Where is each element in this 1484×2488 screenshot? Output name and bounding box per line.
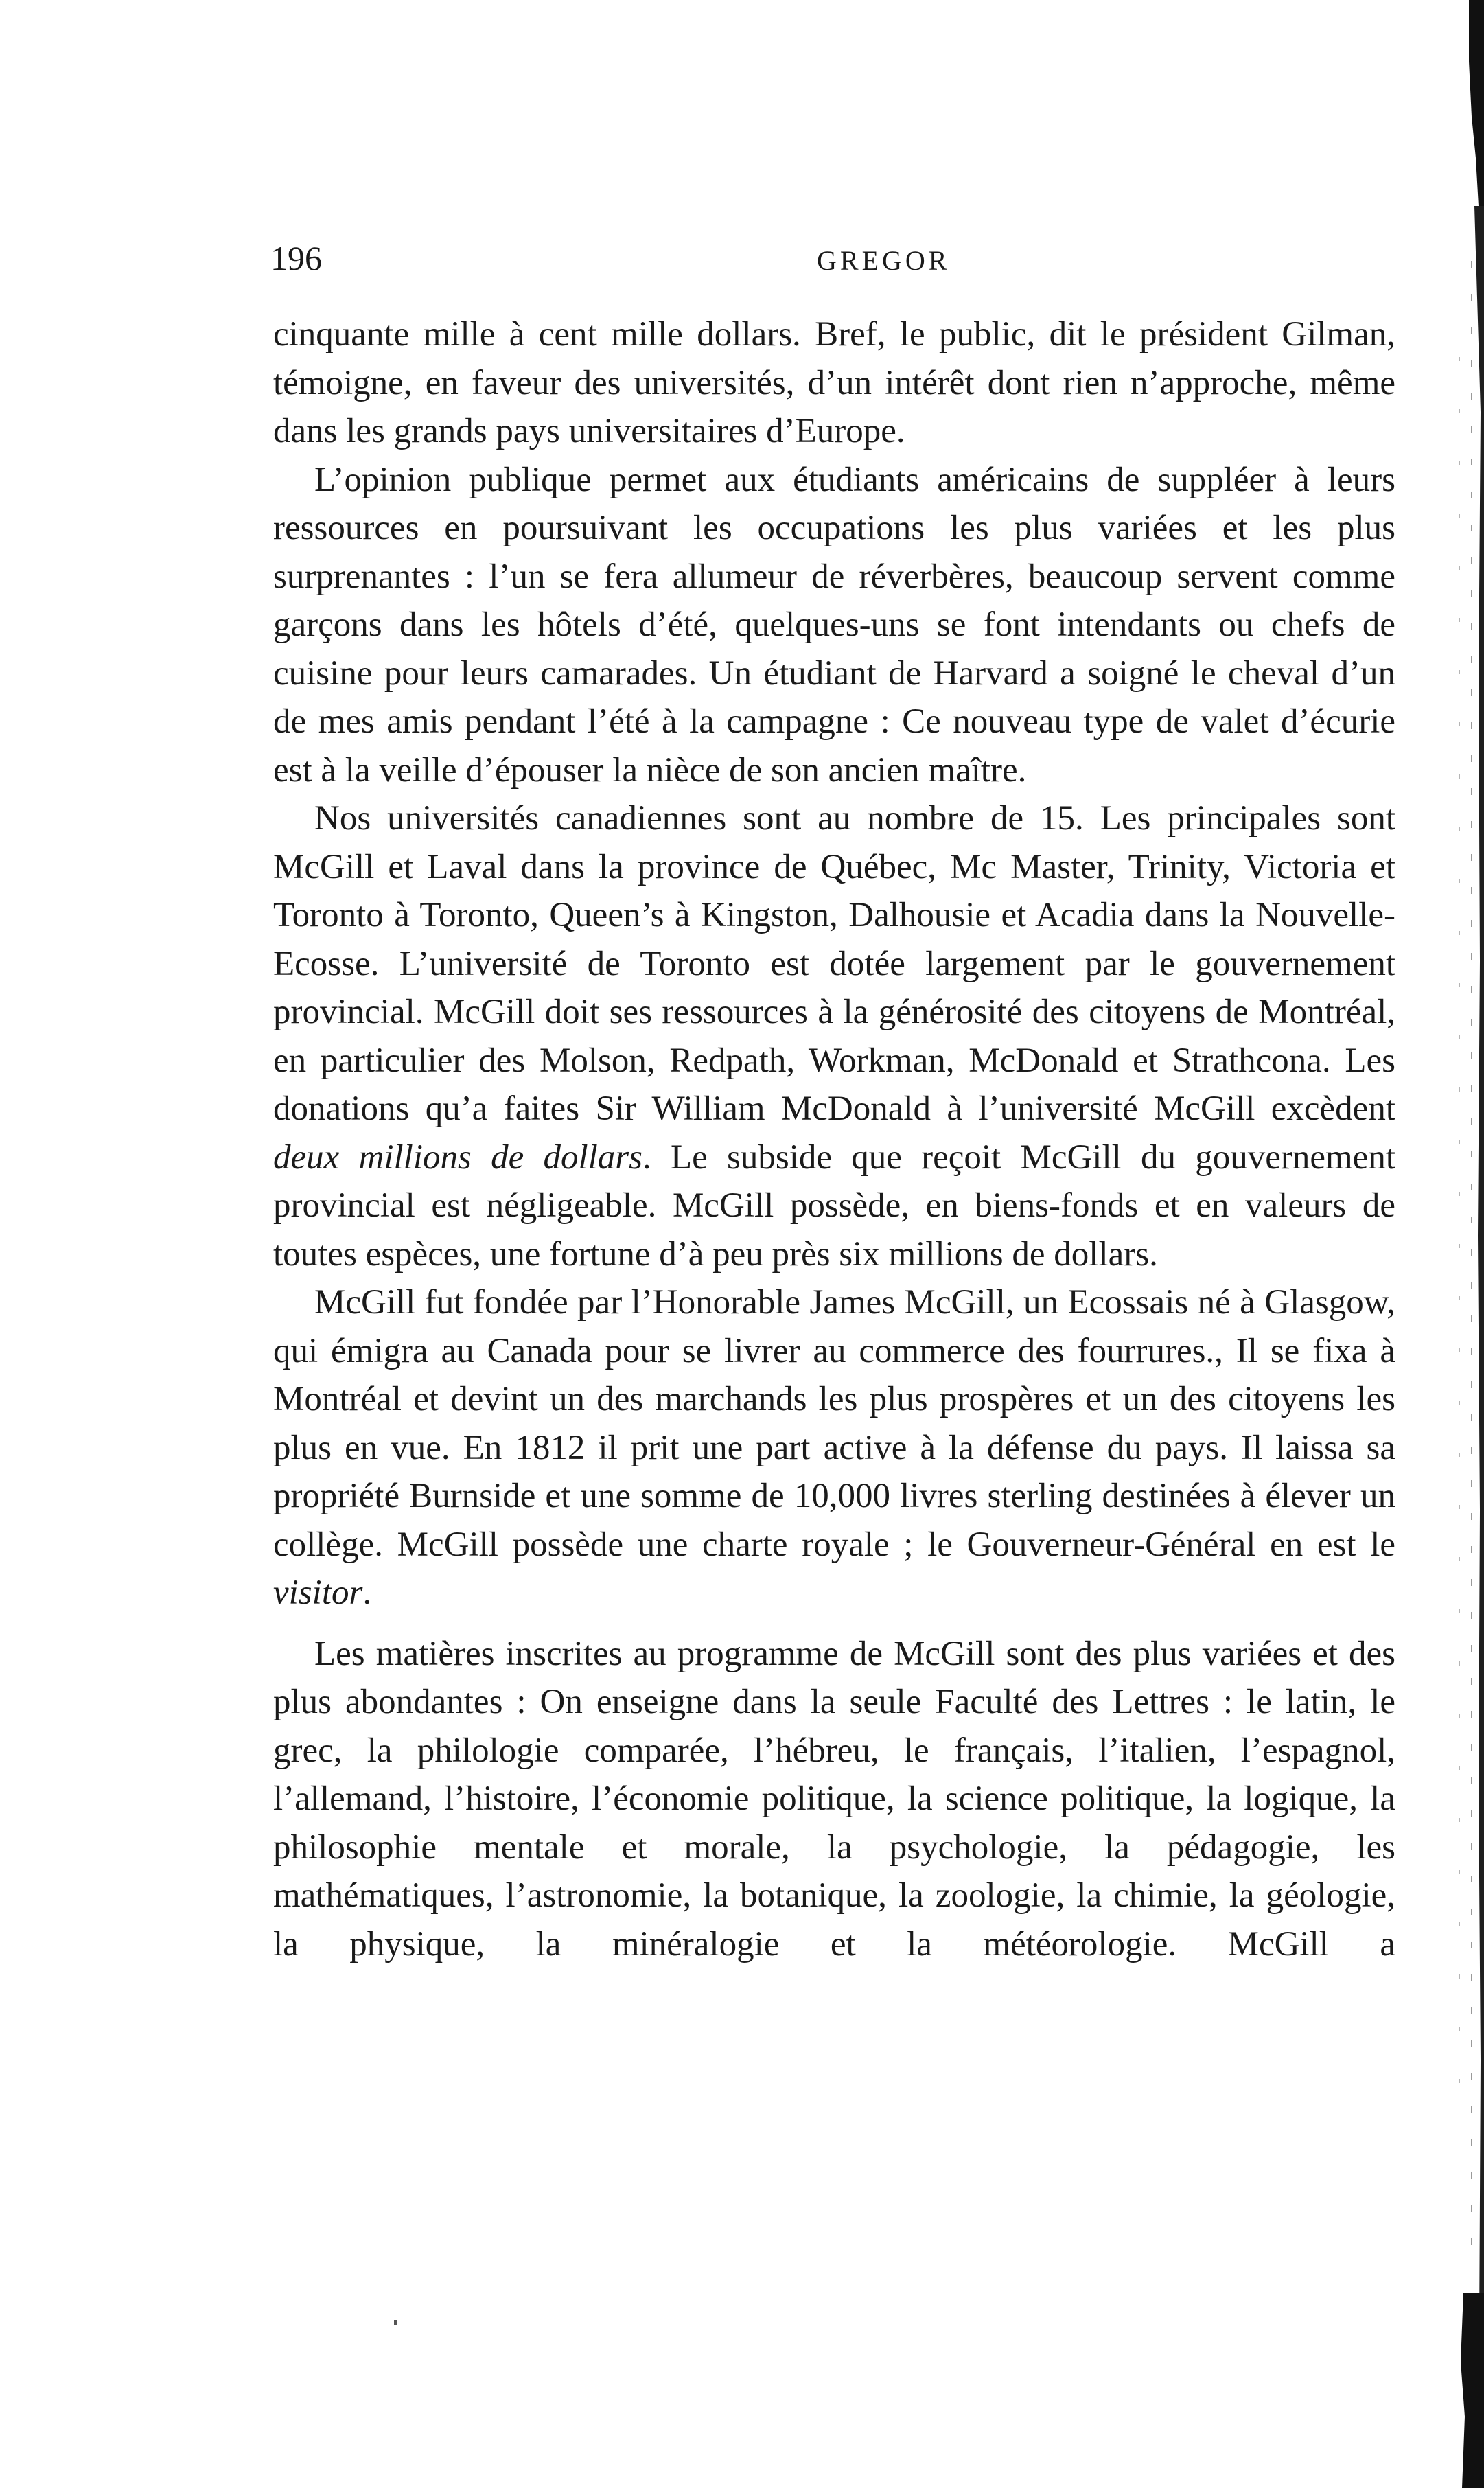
paragraph-4-rest: .	[362, 1574, 372, 1612]
paragraph-1: cinquante mille à cent mille dollars. Bref, le public, dit le président Gilman, témoigne, en faveur des universités, d’un intérêt dont rien n’approche, même dans les grands pays universitaires d’Europe.	[273, 315, 1395, 450]
paragraph-5: Les matières inscrites au programme de McGill sont des plus variées et des plus abondantes : On enseigne dans la seule Faculté des Lettres : le latin, le grec, la philologie comparée, l’hébreu, le français, l’italien, l’espagnol, l’allemand, l’histoire, l’économie politique, la science politique, la logique, la philosophie mentale et morale, la psychologie, la pédagogie, les mathématiques, l’astronomie, la botanique, la zoologie, la chimie, la géologie, la physique, la minéralogie et la météorologie. McGill a	[273, 1634, 1395, 1963]
running-head: GREGOR	[817, 245, 951, 276]
paragraph-4-text: McGill fut fondée par l’Honorable James McGill, un Ecossais né à Glasgow, qui émigra au Canada pour se livrer au commerce des fourrures., Il se fixa à Montréal et devint un des marchands les plus prospères et un des citoyens les plus en vue. En 1812 il prit une part active à la défense du pays. Il laissa sa propriété Burnside et une somme de 10,000 livres sterling destinées à élever un collège. McGill possède une charte royale ; le Gouverneur-Général en est le	[273, 1283, 1395, 1564]
page-header	[268, 231, 1400, 286]
body-text	[273, 310, 1395, 1968]
paragraph-4	[273, 1278, 1395, 1617]
page-edge-scan-artifact	[1388, 0, 1484, 2488]
paragraph-3	[273, 794, 1395, 1278]
stray-mark	[394, 2320, 397, 2325]
paragraph-3-text: Nos universités canadiennes sont au nombre de 15. Les principales sont McGill et Laval dans la province de Québec, Mc Master, Trinity, Victoria et Toronto à Toronto, Queen’s à Kingston, Dalhousie et Acadia dans la Nouvelle-Ecosse. L’université de Toronto est dotée largement par le gouvernement provincial. McGill doit ses ressources à la générosité des citoyens de Montréal, en particulier des Molson, Redpath, Workman, McDonald et Strathcona. Les donations qu’a faites Sir William McDonald à l’université McGill excèdent	[273, 799, 1395, 1128]
emphasis-millions: deux millions de dollars	[273, 1138, 643, 1177]
emphasis-visitor: visitor	[273, 1574, 363, 1612]
paragraph-3-rest: . Le subside que reçoit McGill du gouvernement provincial est négligeable. McGill possède, en biens-fonds et en valeurs de toutes espèces, une fortune d’à peu près six millions de dollars.	[273, 1138, 1395, 1274]
page-number: 196	[270, 239, 322, 277]
paragraph-2: L’opinion publique permet aux étudiants américains de suppléer à leurs ressources en poursuivant les occupations les plus variées et les plus surprenantes : l’un se fera allumeur de réverbères, beaucoup servent comme garçons dans les hôtels d’été, quelques-uns se font intendants ou chefs de cuisine pour leurs camarades. Un étudiant de Harvard a soigné le cheval d’un de mes amis pendant l’été à la campagne : Ce nouveau type de valet d’écurie est à la veille d’épouser la nièce de son ancien maître.	[273, 460, 1395, 790]
